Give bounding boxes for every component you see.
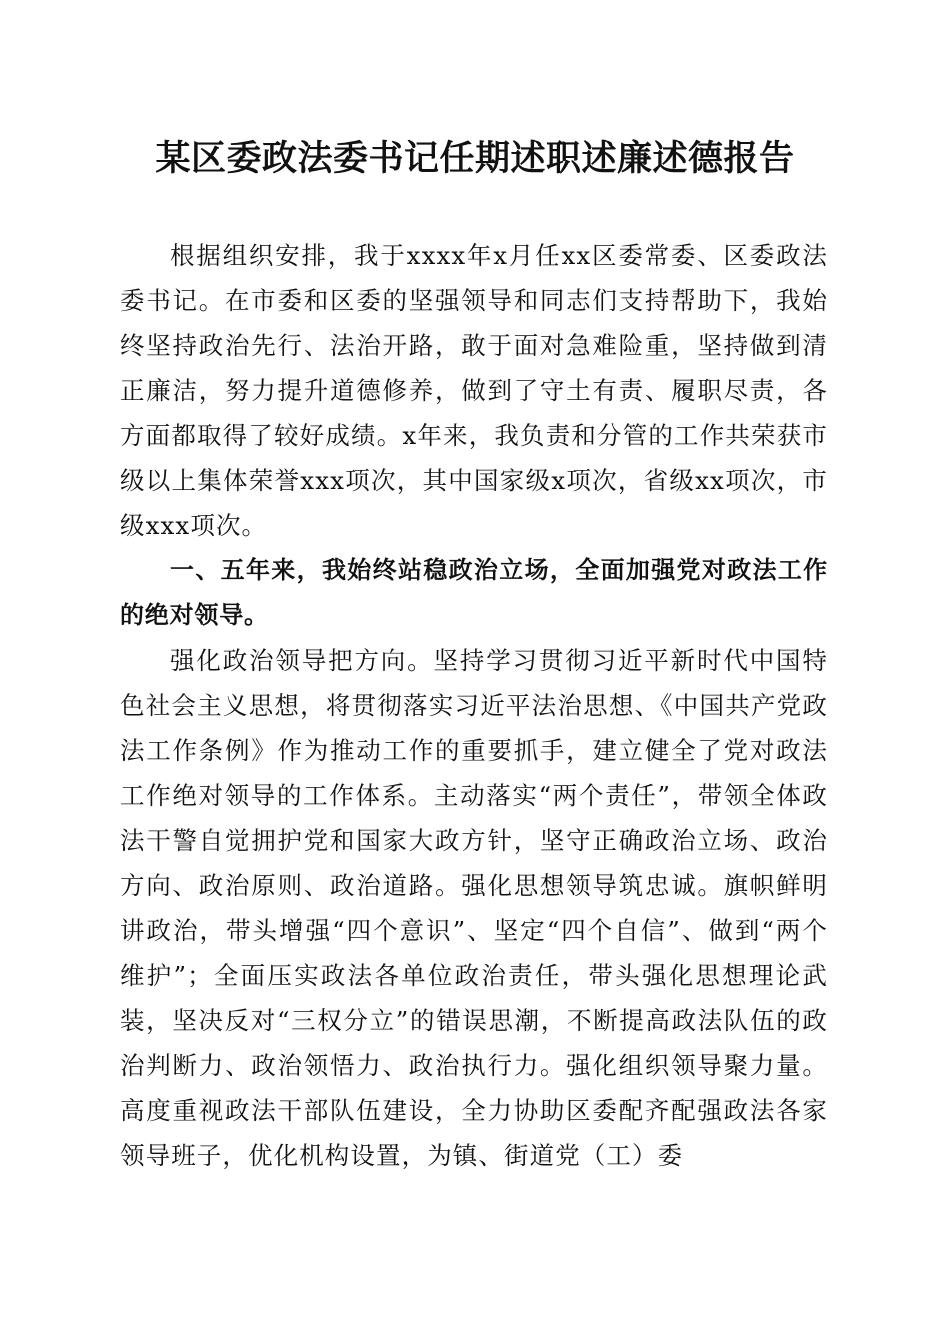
document-title: 某区委政法委书记任期述职述廉述德报告 bbox=[155, 138, 795, 179]
section-one-paragraph: 强化政治领导把方向。坚持学习贯彻习近平新时代中国特色社会主义思想，将贯彻落实习近平法治思想、《中国共产党政法工作条例》作为推动工作的重要抓手，建立健全了党对政法工作绝对领导的工作体系。主动落实“两个责任”，带领全体政法干警自觉拥护党和国家大政方针，坚守正确政治立场、政治方向、政治原则、政治道路。强化思想领导筑忠诚。旗帜鲜明讲政治，带头增强“四个意识”、坚定“四个自信”、做到“两个维护”；全面压实政法各单位政治责任，带头强化思想理论武装，坚决反对“三权分立”的错误思潮，不断提高政法队伍的政治判断力、政治领悟力、政治执行力。强化组织领导聚力量。高度重视政法干部队伍建设，全力协助区委配齐配强政法各家领导班子，优化机构设置，为镇、街道党（工）委 bbox=[120, 646, 828, 1170]
intro-paragraph: 根据组织安排，我于xxxx年x月任xx区委常委、区委政法委书记。在市委和区委的坚强领导和同志们支持帮助下，我始终坚持政治先行、法治开路，敢于面对急难险重，坚持做到清正廉洁，努力提升道德修养，做到了守土有责、履职尽责，各方面都取得了较好成绩。x年来，我负责和分管的工作共荣获市级以上集体荣誉xxx项次，其中国家级x项次，省级xx项次，市级xxx项次。 bbox=[120, 241, 828, 540]
section-one-heading: 一、五年来，我始终站稳政治立场，全面加强党对政法工作的绝对领导。 bbox=[120, 556, 828, 629]
